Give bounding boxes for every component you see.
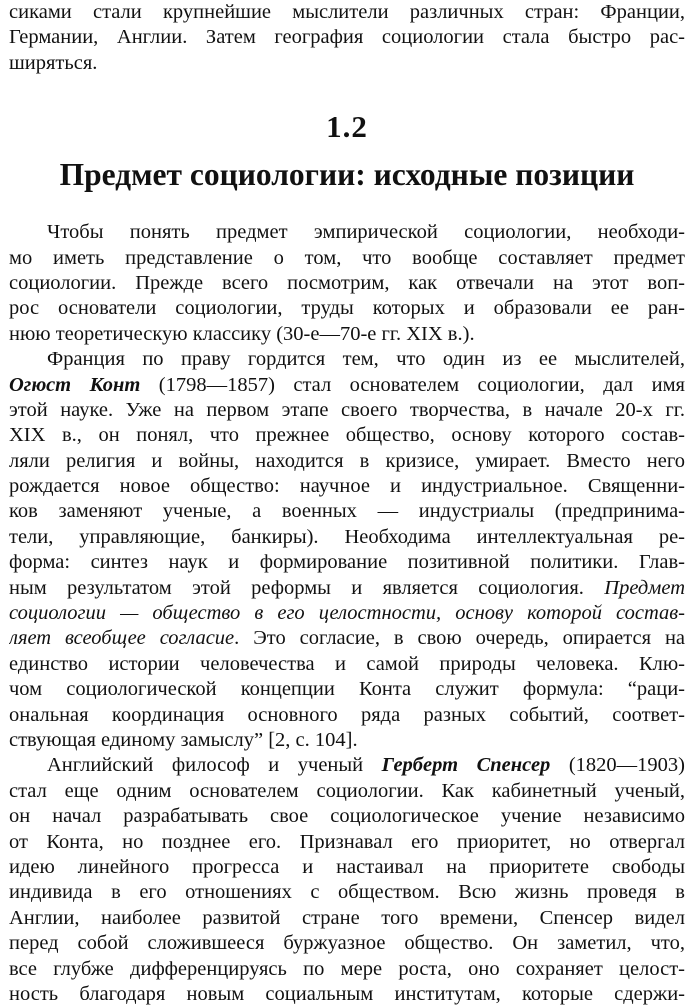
- emphasis-line: социологии — общество в его целостности, основу которой состав-: [9, 602, 685, 625]
- text-line: от Конта, но позднее его. Признавал его приоритет, но отвергал: [9, 830, 685, 853]
- emphasis-text: Предмет: [604, 576, 685, 599]
- text-line: чом социологической концепции Конта служит формула: “раци-: [9, 678, 685, 701]
- text-line: перед собой сложившееся буржуазное общество. Он заметил, что,: [9, 932, 685, 955]
- text-line: идею линейного прогресса и настаивал на приоритете свободы: [9, 855, 685, 878]
- text-line: Англии, наиболее развитой стране того времени, Спенсер видел: [9, 906, 685, 929]
- paragraph-1: [9, 220, 685, 347]
- text-line: социологии. Прежде всего посмотрим, как отвечали на этот воп-: [9, 271, 685, 294]
- text-line: Германии, Англии. Затем география социологии стала быстро рас-: [9, 26, 685, 49]
- text-line: нюю теоретическую классику (30-е—70-е гг. XIX в.).: [9, 322, 475, 345]
- text-line: Чтобы понять предмет эмпирической социологии, необходи-: [47, 221, 685, 244]
- text-line: этой науке. Уже на первом этапе своего творчества, в начале 20-х гг.: [9, 398, 685, 421]
- intro-paragraph: [9, 0, 685, 76]
- text-line: он начал разрабатывать свое социологическое учение независимо: [9, 805, 685, 828]
- text-line: сиками стали крупнейшие мыслители различных стран: Франции,: [9, 1, 685, 23]
- text-line: ность благодаря новым социальным институтам, которые сдержи-: [9, 982, 685, 1005]
- section-title: Предмет социологии: исходные позиции: [59, 157, 635, 193]
- paragraph-2: [9, 347, 685, 753]
- emphasis-text: ляет всеобщее согласие: [9, 627, 235, 650]
- text-line: стал еще одним основателем социологии. Как кабинетный ученый,: [9, 779, 685, 802]
- text-line: [9, 576, 685, 601]
- text-line: [9, 753, 685, 778]
- person-name-comte: Огюст Конт: [9, 373, 141, 396]
- text-line: Франция по праву гордится тем, что один из ее мыслителей,: [47, 348, 685, 371]
- text-line: ков заменяют ученые, а военных — индустриалы (предпринима-: [9, 500, 685, 523]
- text-span: (1820—1903): [550, 754, 685, 777]
- text-line: мо иметь представление о том, что вообще составляет предмет: [9, 246, 685, 269]
- text-line: индивида в его отношениях с обществом. Всю жизнь проведя в: [9, 881, 685, 904]
- text-line: ональная координация основного ряда разных событий, соответ-: [9, 703, 685, 726]
- text-line: XIX в., он понял, что прежнее общество, основу которого состав-: [9, 424, 685, 447]
- paragraph-3: [9, 753, 685, 1007]
- text-line: тели, управляющие, банкиры). Необходима интеллектуальная ре-: [9, 525, 685, 548]
- text-span: Английский философ и ученый: [47, 754, 382, 777]
- text-line: ствующая единому замыслу” [2, с. 104].: [9, 728, 358, 751]
- text-line: [9, 373, 685, 398]
- text-line: ширяться.: [9, 51, 98, 74]
- text-span: ным результатом этой реформы и является социология.: [9, 576, 605, 599]
- text-span: (1798—1857) стал основателем социологии, дал имя: [140, 373, 685, 396]
- text-line: [9, 626, 685, 651]
- text-line: рождается новое общество: научное и индустриальное. Священни-: [9, 475, 685, 498]
- text-line: рос основатели социологии, труды которых и образовали ее ран-: [9, 297, 685, 320]
- person-name-spencer: Герберт Спенсер: [381, 754, 551, 777]
- text-line: форма: синтез наук и формирование позитивной политики. Глав-: [9, 551, 685, 574]
- section-number: 1.2: [326, 109, 368, 145]
- text-span: . Это согласие, в свою очередь, опирается на: [234, 627, 685, 650]
- text-line: ляли религия и войны, находится в кризисе, умирает. Вместо него: [9, 449, 685, 472]
- text-line: единство истории человечества и самой природы человека. Клю-: [9, 652, 685, 675]
- text-line: все глубже дифференцируясь по мере роста, оно сохраняет целост-: [9, 957, 685, 980]
